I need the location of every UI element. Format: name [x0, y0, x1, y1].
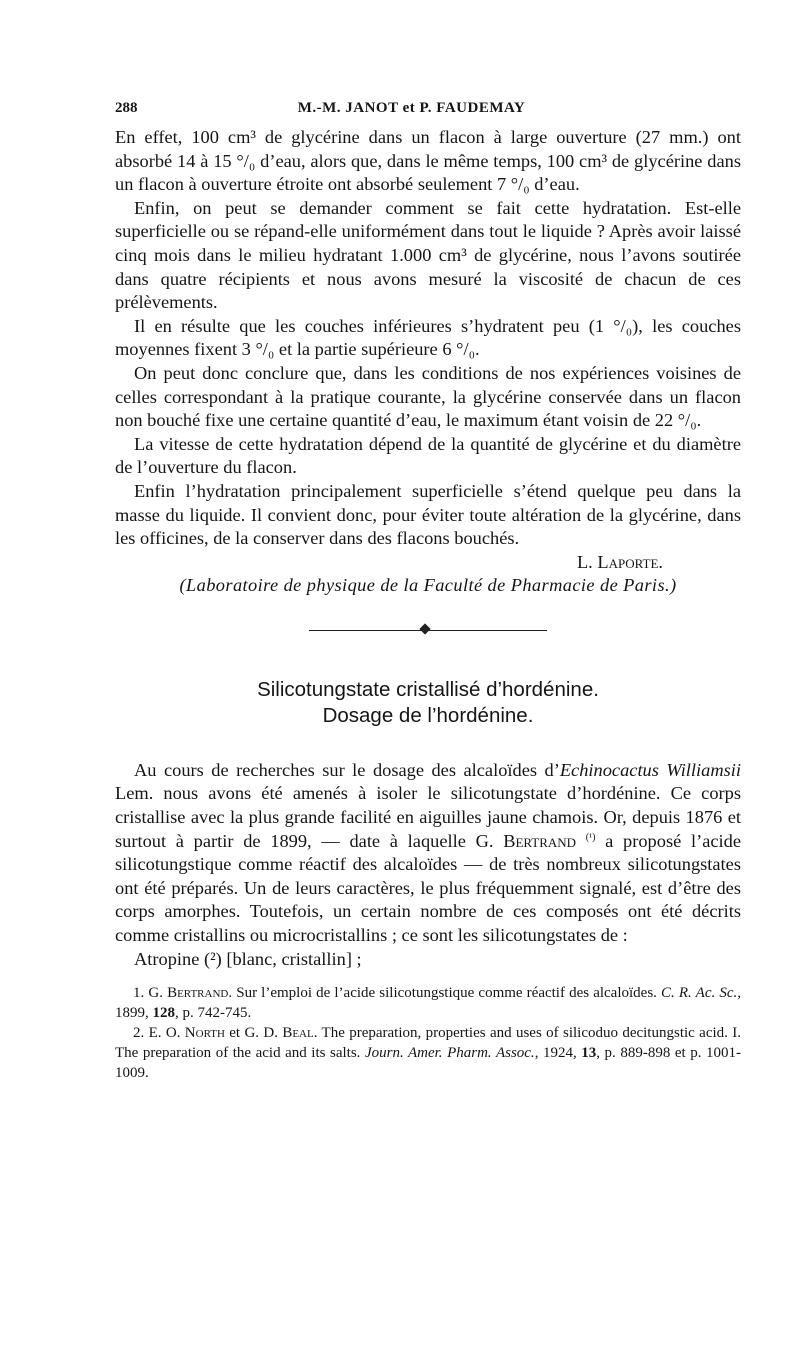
title-line: Silicotungstate cristallisé d’hordénine.	[257, 677, 599, 701]
cited-author: Beal	[282, 1025, 314, 1042]
footnote-text: . Sur l’emploi de l’acide silicotungstique comme réactif des alcaloïdes.	[228, 985, 662, 1002]
footnote-text: , 1924,	[534, 1045, 582, 1062]
cited-author: Bertrand	[167, 985, 229, 1002]
paragraph: Enfin, on peut se demander comment se fait cette hydratation. Est-elle superficielle ou se répand-elle uniformément dans tout le liquide ? Après avoir laissé cinq mois dans le milieu hydratant 1.000 cm³ de glycérine, nous l’avons soutirée dans quatre récipients et nous avons mesuré la viscosité de chacun de ces prélèvements.	[115, 197, 741, 313]
footnote-text: et G. D.	[224, 1025, 283, 1042]
running-title: M.-M. JANOT et P. FAUDEMAY	[297, 100, 526, 116]
volume-number: 13	[581, 1045, 597, 1062]
page-body	[115, 126, 741, 1083]
journal-name: Journ. Amer. Pharm. Assoc.	[364, 1045, 535, 1062]
footnote-text: , 1899,	[115, 985, 741, 1022]
footnote-text: , p. 742-745.	[175, 1005, 252, 1022]
paragraph: Il en résulte que les couches inférieures s’hydratent peu (1 °/₀), les couches moyennes fixent 3 °/₀ et la partie supérieure 6 °/₀.	[115, 315, 741, 360]
footnote-ref: (¹)	[585, 831, 596, 843]
page-header	[115, 96, 708, 126]
footnote-text: . The preparation, properties and uses of silicoduo decitungstic acid. I. The preparation of the acid and its salts.	[115, 1025, 741, 1062]
article-body	[115, 759, 741, 971]
article-title	[115, 677, 741, 729]
volume-number: 128	[152, 1005, 175, 1022]
paragraph	[115, 759, 741, 948]
footnote-text: 2. E. O.	[133, 1025, 185, 1042]
paragraph: Atropine (²) [blanc, cristallin] ;	[134, 948, 362, 969]
affiliation: (Laboratoire de physique de la Faculté de Pharmacie de Paris.)	[179, 575, 677, 596]
author-signature: L. Laporte.	[576, 551, 663, 572]
paragraph: En effet, 100 cm³ de glycérine dans un flacon à large ouverture (27 mm.) ont absorbé 14 à 15 °/₀ d’eau, alors que, dans le même temps, 100 cm³ de glycérine dans un flacon à ouverture étroite ont absorbé seulement 7 °/₀ d’eau.	[115, 127, 741, 195]
section-separator	[309, 620, 547, 640]
footnote	[115, 983, 741, 1023]
text-span: a proposé l’acide silicotungstique comme réactif des alcaloïdes — de très nombreux silicotungstates ont été préparés. Un de leurs caractères, le plus fréquemment signalé, est d’être des corps amorphes. Toutefois, un certain nombre de ces composés ont été décrits comme cristallins ou microcristallins ; ce sont les silicotungstates de :	[115, 830, 741, 946]
title-line: Dosage de l’hordénine.	[322, 703, 534, 727]
text-span: Au cours de recherches sur le dosage des alcaloïdes d’	[134, 759, 560, 780]
page-number: 288	[115, 100, 138, 116]
paragraph: Enfin l’hydratation principalement superficielle s’étend quelque peu dans la masse du liquide. Il convient donc, pour éviter toute altération de la glycérine, dans les officines, de la conserver dans des flacons bouchés.	[115, 480, 741, 549]
paragraph: On peut donc conclure que, dans les conditions de nos expériences voisines de celles correspondant à la pratique courante, la glycérine conservée dans un flacon non bouché fixe une certaine quantité d’eau, le maximum étant voisin de 22 °/₀.	[115, 362, 741, 431]
species-name: Echinocactus Williamsii	[559, 759, 741, 780]
paragraph: La vitesse de cette hydratation dépend de la quantité de glycérine et du diamètre de l’ouverture du flacon.	[115, 433, 741, 478]
journal-name: C. R. Ac. Sc.	[661, 985, 738, 1002]
footnotes	[115, 983, 741, 1083]
cited-author: Bertrand	[503, 830, 577, 851]
footnote	[115, 1023, 741, 1083]
text-span: Lem. nous avons été amenés à isoler le silicotungstate d’hordénine. Ce corps cristallise avec la plus grande facilité en aiguilles jaune chamois. Or, depuis 1876 et surtout à partir de 1899, — date à laquelle G.	[115, 783, 741, 851]
cited-author: North	[184, 1025, 225, 1042]
footnote-text: , p. 889-898 et p. 1001-1009.	[115, 1045, 742, 1082]
footnote-text: 1. G.	[133, 985, 168, 1002]
diamond-ornament-icon	[419, 623, 430, 634]
